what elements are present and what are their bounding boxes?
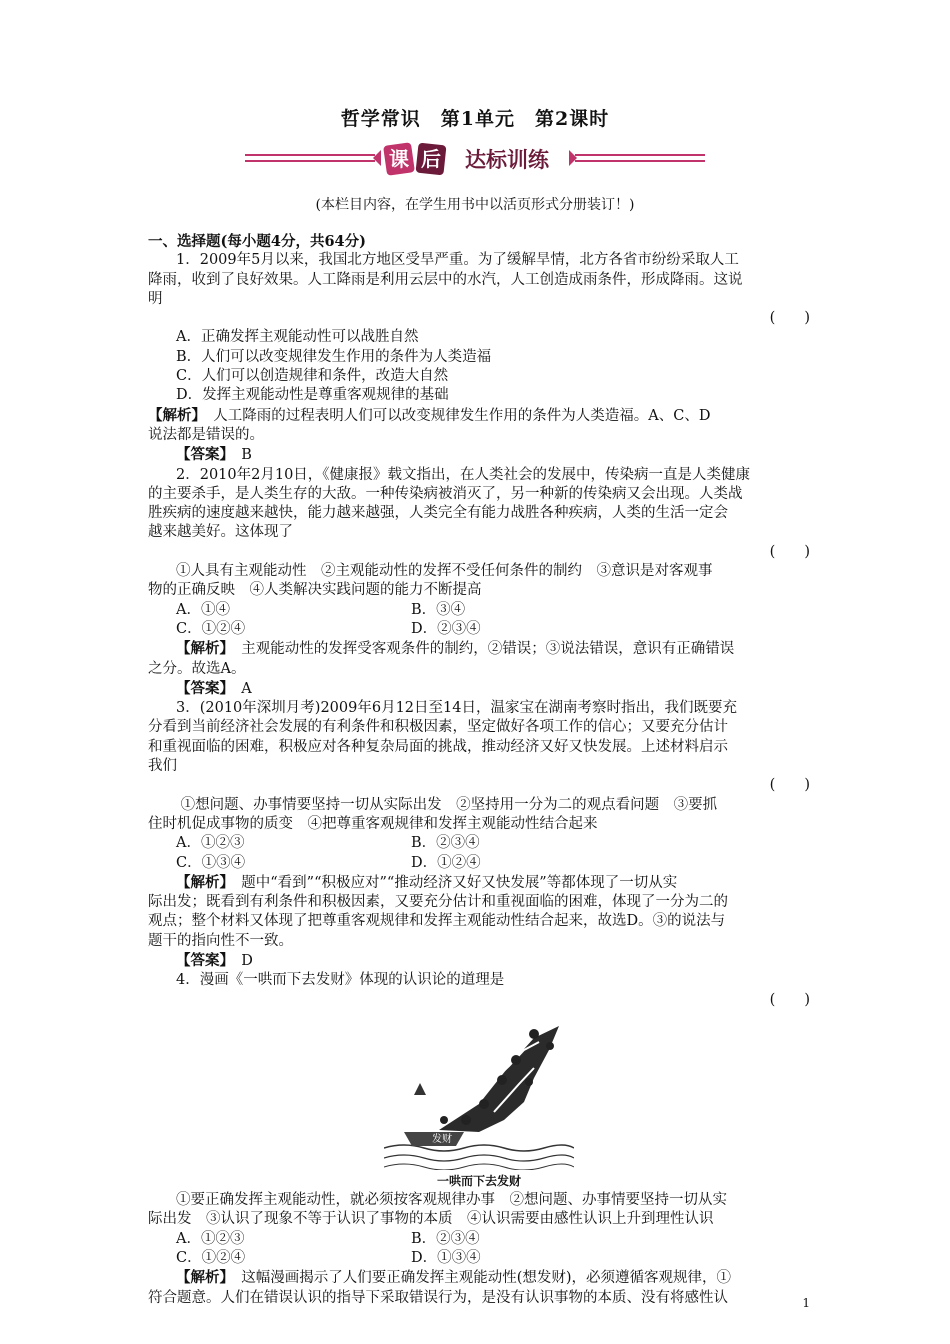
cartoon-boat-label: 发财	[432, 1133, 452, 1145]
q2-items-line-2: 物的正确反映 ④人类解决实践问题的能力不断提高	[148, 582, 482, 599]
q2-option-d: D．②③④	[411, 620, 481, 637]
q4-option-b: B．②③④	[411, 1230, 480, 1247]
q3-analysis-line-1: 题中“看到”“积极应对”“推动经济又好又快发展”等都体现了一切从实	[226, 874, 678, 891]
q3-option-d: D．①②④	[411, 854, 481, 871]
q3-option-c: C．①③④	[176, 854, 246, 871]
q2-answer-label: 【答案】	[176, 679, 227, 697]
q2-stem-line-3: 胜疾病的速度越来越快，能力越来越强，人类完全有能力战胜各种疾病，人类的生活一定会	[148, 505, 728, 522]
q3-answer-blank: ( )	[769, 777, 810, 794]
q3-items-line-1: ①想问题、办事情要坚持一切从实际出发 ②坚持用一分为二的观点看问题 ③要抓	[176, 796, 718, 813]
q2-stem-line-4: 越来越美好。这体现了	[148, 524, 293, 541]
exercise-content	[148, 232, 810, 1308]
q1-option-a: A．正确发挥主观能动性可以战胜自然	[176, 329, 419, 346]
q2-answer-blank: ( )	[769, 543, 810, 560]
q1-analysis-line-2: 说法都是错误的。	[148, 426, 264, 443]
q2-analysis-label: 【解析】	[176, 640, 227, 658]
q3-option-b: B．②③④	[411, 835, 480, 852]
q1-analysis-line-1: 人工降雨的过程表明人们可以改变规律发生作用的条件为人类造福。A、C、D	[198, 407, 711, 424]
q4-option-a: A．①②③	[176, 1230, 245, 1247]
q1-analysis-label: 【解析】	[148, 406, 199, 424]
q1-answer: B	[241, 447, 252, 464]
q4-analysis-line-1: 这幅漫画揭示了人们要正确发挥主观能动性(想发财)，必须遵循客观规律，①	[226, 1270, 732, 1287]
q3-stem-line-1: 3．(2010年深圳月考)2009年6月12日至14日，温家宝在湖南考察时指出，我们既要充	[176, 700, 737, 717]
q2-option-b: B．③④	[411, 601, 466, 618]
q4-answer-blank: ( )	[769, 991, 810, 1008]
q2-items-line-1: ①人具有主观能动性 ②主观能动性的发挥不受任何条件的制约 ③意识是对客观事	[176, 563, 713, 580]
banner-char-1: 课	[389, 147, 409, 171]
q2-option-c: C．①②④	[176, 620, 246, 637]
banner-char-2: 后	[421, 147, 441, 171]
q3-stem-line-3: 和重视面临的困难，积极应对各种复杂局面的挑战，推动经济又好又快发展。上述材料启示	[148, 738, 728, 755]
q1-option-d: D．发挥主观能动性是尊重客观规律的基础	[176, 387, 449, 404]
binding-note: (本栏目内容，在学生用书中以活页形式分册装订！)	[315, 197, 635, 213]
q4-option-d: D．①③④	[411, 1250, 481, 1267]
q1-stem-line-1: 1．2009年5月以来，我国北方地区受旱严重。为了缓解旱情，北方各省市纷纷采取人工	[176, 252, 739, 269]
section-heading: 一、选择题(每小题4分，共64分)	[148, 233, 366, 250]
q1-option-c: C．人们可以创造规律和条件，改造大自然	[176, 368, 449, 385]
q4-items-line-2: 际出发 ③认识了现象不等于认识了事物的本质 ④认识需要由感性认识上升到理性认识	[148, 1211, 714, 1228]
q3-stem-line-2: 分看到当前经济社会发展的有利条件和积极因素，坚定做好各项工作的信心；又要充分估计	[148, 719, 728, 736]
banner-main-text: 达标训练	[465, 148, 549, 172]
q3-items-line-2: 住时机促成事物的质变 ④把尊重客观规律和发挥主观能动性结合起来	[148, 815, 598, 832]
q3-analysis-line-4: 题干的指向性不一致。	[148, 932, 293, 949]
q4-stem: 4．漫画《一哄而下去发财》体现的认识论的道理是	[176, 972, 505, 989]
q2-analysis-line-1: 主观能动性的发挥受客观条件的制约，②错误；③说法错误，意识有正确错误	[226, 641, 735, 658]
q2-option-a: A．①④	[176, 601, 230, 618]
q3-answer-label: 【答案】	[176, 951, 227, 969]
section-banner	[245, 140, 705, 180]
q2-analysis-line-2: 之分。故选A。	[148, 660, 246, 677]
q2-stem-line-1: 2．2010年2月10日，《健康报》载文指出，在人类社会的发展中，传染病一直是人类健康	[176, 466, 751, 483]
q3-stem-line-4: 我们	[148, 758, 177, 775]
q1-option-b: B．人们可以改变规律发生作用的条件为人类造福	[176, 348, 492, 365]
q4-analysis-line-2: 符合题意。人们在错误认识的指导下采取错误行为，是没有认识事物的本质、没有将感性认	[148, 1289, 728, 1306]
q1-answer-blank: ( )	[769, 310, 810, 327]
q3-analysis-line-3: 观点；整个材料又体现了把尊重客观规律和发挥主观能动性结合起来，故选D。③的说法与	[148, 913, 726, 930]
q4-items-line-1: ①要正确发挥主观能动性，就必须按客观规律办事 ②想问题、办事情要坚持一切从实	[176, 1192, 727, 1209]
q2-answer: A	[241, 680, 252, 697]
q3-answer: D	[241, 952, 253, 969]
q1-stem-line-3: 明	[148, 290, 163, 307]
page-title: 哲学常识 第1单元 第2课时	[340, 108, 610, 130]
q2-stem-line-2: 的主要杀手，是人类生存的大敌。一种传染病被消灭了，另一种新的传染病又会出现。人类战	[148, 485, 743, 502]
q4-option-c: C．①②④	[176, 1250, 246, 1267]
cartoon-illustration	[384, 1020, 574, 1170]
q1-answer-label: 【答案】	[176, 446, 227, 464]
q3-analysis-line-2: 际出发；既看到有利条件和积极因素，又要充分估计和重视面临的困难，体现了一分为二的	[148, 894, 728, 911]
q3-analysis-label: 【解析】	[176, 873, 227, 891]
q3-option-a: A．①②③	[176, 835, 245, 852]
q1-stem-line-2: 降雨，收到了良好效果。人工降雨是利用云层中的水汽，人工创造成雨条件，形成降雨。这说	[148, 271, 743, 288]
page-number: 1	[802, 1296, 810, 1310]
cartoon-caption: 一哄而下去发财	[436, 1173, 521, 1188]
q4-analysis-label: 【解析】	[176, 1269, 227, 1287]
